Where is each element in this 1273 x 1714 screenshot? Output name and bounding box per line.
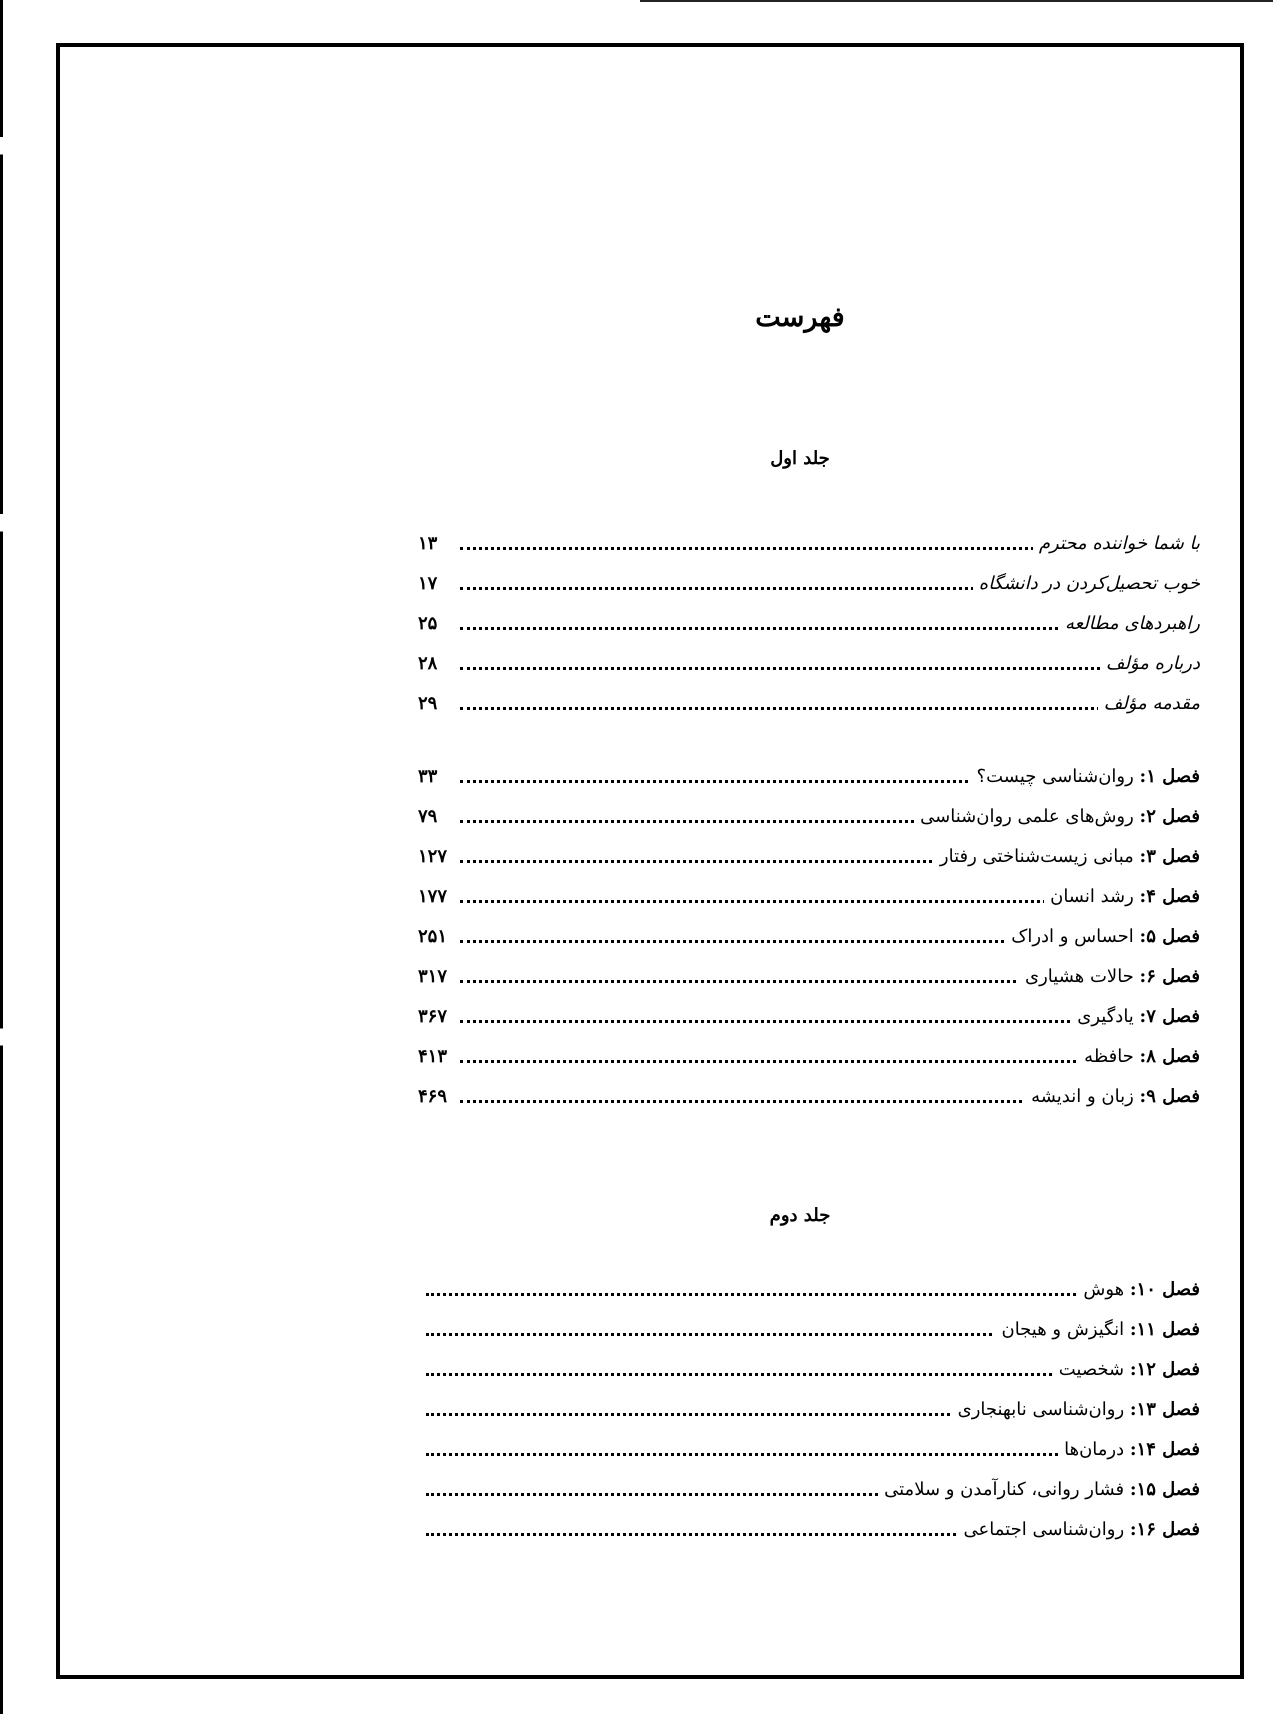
toc-page-number: ۱۳ — [418, 533, 438, 554]
toc-chapter-row[interactable] — [418, 1078, 1200, 1118]
toc-page-number: ۳۳ — [418, 766, 438, 787]
toc-volume-2-chapters — [418, 1271, 1200, 1551]
chapter-title: انگیزش و هیجان — [1001, 1319, 1125, 1340]
chapter-label: فصل ۷: — [1139, 1006, 1200, 1027]
toc-entry-title: با شما خواننده محترم — [1033, 533, 1200, 554]
chapter-label: فصل ۱۴: — [1129, 1439, 1200, 1460]
chapter-label: فصل ۶: — [1139, 966, 1200, 987]
toc-entry-title: درباره مؤلف — [1100, 653, 1200, 674]
toc-entry[interactable] — [418, 685, 1200, 725]
toc-entry-title: راهبردهای مطالعه — [1059, 613, 1200, 634]
toc-entry[interactable] — [418, 645, 1200, 685]
toc-chapter-row[interactable] — [418, 838, 1200, 878]
toc-page-number: ۲۹ — [418, 693, 438, 714]
chapter-label: فصل ۲: — [1139, 806, 1200, 827]
scan-edge — [0, 0, 3, 1714]
toc-page-number: ۴۶۹ — [418, 1086, 448, 1107]
chapter-label: فصل ۱۶: — [1129, 1519, 1200, 1540]
dot-leader — [460, 667, 1196, 670]
chapter-title: روان‌شناسی اجتماعی — [963, 1519, 1125, 1540]
toc-chapter-row[interactable] — [418, 1431, 1200, 1471]
chapter-title: روان‌شناسی چیست؟ — [976, 766, 1134, 787]
toc-entry-title: مقدمه مؤلف — [1098, 693, 1200, 714]
chapter-title: احساس و ادراک — [1011, 926, 1134, 947]
dot-leader — [460, 707, 1196, 710]
toc-intro-list — [418, 525, 1200, 725]
toc-page-number: ۳۱۷ — [418, 966, 448, 987]
chapter-label: فصل ۱۱: — [1129, 1319, 1200, 1340]
chapter-title: درمان‌ها — [1064, 1439, 1125, 1460]
chapter-title: حالات هشیاری — [1025, 966, 1134, 987]
toc-chapter-row[interactable] — [418, 1511, 1200, 1551]
volume-1-heading: جلد اول — [770, 448, 830, 469]
toc-entry[interactable] — [418, 565, 1200, 605]
chapter-title: شخصیت — [1058, 1359, 1125, 1380]
toc-entry[interactable] — [418, 605, 1200, 645]
toc-page-number: ۲۸ — [418, 653, 438, 674]
toc-chapter-row[interactable] — [418, 878, 1200, 918]
volume-2-heading: جلد دوم — [769, 1205, 831, 1226]
toc-page-number: ۳۶۷ — [418, 1006, 448, 1027]
toc-chapter-row[interactable] — [418, 1311, 1200, 1351]
toc-chapter-row[interactable] — [418, 998, 1200, 1038]
toc-volume-1-chapters — [418, 758, 1200, 1118]
toc-page-number: ۱۲۷ — [418, 846, 448, 867]
toc-chapter-row[interactable] — [418, 1038, 1200, 1078]
chapter-label: فصل ۳: — [1139, 846, 1200, 867]
chapter-title: فشار روانی، کنارآمدن و سلامتی — [884, 1479, 1125, 1500]
toc-page-number: ۱۷ — [418, 573, 438, 594]
toc-page-number: ۷۹ — [418, 806, 438, 827]
chapter-label: فصل ۱: — [1139, 766, 1200, 787]
toc-chapter-row[interactable] — [418, 1351, 1200, 1391]
toc-chapter-row[interactable] — [418, 1271, 1200, 1311]
chapter-title: حافظه — [1084, 1046, 1134, 1067]
chapter-label: فصل ۱۲: — [1129, 1359, 1200, 1380]
chapter-title: یادگیری — [1077, 1006, 1134, 1027]
chapter-title: هوش — [1083, 1279, 1125, 1300]
chapter-label: فصل ۱۰: — [1129, 1279, 1200, 1300]
chapter-label: فصل ۴: — [1139, 886, 1200, 907]
toc-chapter-row[interactable] — [418, 1471, 1200, 1511]
page-title: فهرست — [755, 302, 845, 333]
chapter-title: روان‌شناسی نابهنجاری — [957, 1399, 1125, 1420]
chapter-title: رشد انسان — [1050, 886, 1134, 907]
toc-chapter-row[interactable] — [418, 798, 1200, 838]
toc-chapter-row[interactable] — [418, 958, 1200, 998]
chapter-label: فصل ۱۵: — [1129, 1479, 1200, 1500]
scan-edge-top — [640, 0, 1273, 2]
chapter-title: زبان و اندیشه — [1031, 1086, 1134, 1107]
toc-chapter-row[interactable] — [418, 1391, 1200, 1431]
chapter-label: فصل ۵: — [1139, 926, 1200, 947]
toc-entry-title: خوب تحصیل‌کردن در دانشگاه — [973, 573, 1200, 594]
chapter-label: فصل ۱۳: — [1129, 1399, 1200, 1420]
toc-chapter-row[interactable] — [418, 918, 1200, 958]
chapter-title: مبانی زیست‌شناختی رفتار — [939, 846, 1134, 867]
toc-entry[interactable] — [418, 525, 1200, 565]
toc-page-number: ۱۷۷ — [418, 886, 448, 907]
chapter-label: فصل ۹: — [1139, 1086, 1200, 1107]
toc-page-number: ۴۱۳ — [418, 1046, 448, 1067]
toc-page-number: ۲۵۱ — [418, 926, 448, 947]
toc-page-number: ۲۵ — [418, 613, 438, 634]
chapter-label: فصل ۸: — [1139, 1046, 1200, 1067]
chapter-title: روش‌های علمی روان‌شناسی — [920, 806, 1134, 827]
toc-chapter-row[interactable] — [418, 758, 1200, 798]
